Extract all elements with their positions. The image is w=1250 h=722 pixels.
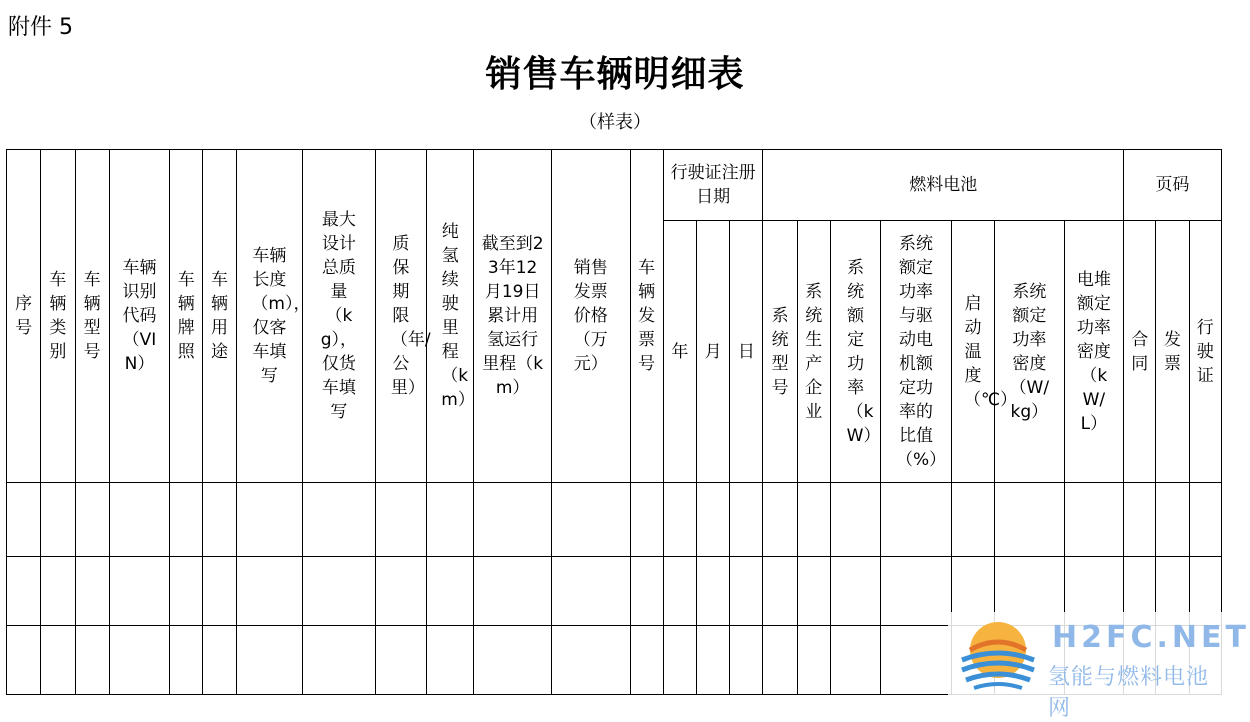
watermark-name: 氢能与燃料电池网 [1048, 665, 1210, 721]
wave-sun-icon [952, 616, 1044, 694]
header-cell-max-mass: 最大设计总质量（kg），仅货车填写 [303, 150, 376, 483]
header-cell-vehicle-model: 车辆型号 [75, 150, 109, 483]
header-cell-length: 车辆长度（m），仅客车填写 [236, 150, 302, 483]
header-cell-power-density-kg: 系统额定功率密度（W/kg） [995, 221, 1065, 483]
page-subtitle: （样表） [579, 112, 651, 133]
table-row [7, 483, 1222, 557]
watermark-logo [948, 612, 1250, 721]
header-cell-plate: 车辆牌照 [170, 150, 203, 483]
header-cell-invoice: 发票 [1156, 221, 1189, 483]
header-group-fuel-cell: 燃料电池 [763, 150, 1124, 221]
header-cell-stack-density: 电堆额定功率密度（kW/L） [1064, 221, 1124, 483]
header-cell-invoice-no: 车辆发票号 [630, 150, 663, 483]
header-cell-h2-mileage: 截至到23年12月19日累计用氢运行里程（km） [474, 150, 552, 483]
watermark-site: H2FC.NET [1052, 620, 1250, 655]
page-title: 销售车辆明细表 [485, 54, 745, 95]
header-cell-seq: 序号 [7, 150, 41, 483]
header-cell-contract: 合同 [1124, 221, 1156, 483]
header-cell-sys-model: 系统型号 [763, 221, 797, 483]
header-row-1 [7, 150, 1222, 221]
header-group-page: 页码 [1124, 150, 1222, 221]
attachment-label: 附件 5 [8, 15, 73, 40]
header-cell-warranty: 质保期限（年/公里） [375, 150, 426, 483]
header-cell-vin: 车辆识别代码（VIN） [109, 150, 169, 483]
header-cell-license: 行驶证 [1189, 221, 1221, 483]
header-cell-month: 月 [696, 221, 729, 483]
header-cell-start-temp: 启动温度（℃） [951, 221, 994, 483]
header-cell-sys-maker: 系统生产企业 [797, 221, 830, 483]
header-cell-power-ratio: 系统额定功率与驱动电机额定功率的比值（%） [881, 221, 952, 483]
header-cell-rated-power: 系统额定功率（kW） [830, 221, 880, 483]
header-cell-day: 日 [730, 221, 763, 483]
header-cell-year: 年 [663, 221, 696, 483]
header-cell-vehicle-type: 车辆类别 [41, 150, 75, 483]
header-cell-h2-range: 纯氢续驶里程（km） [427, 150, 474, 483]
header-cell-usage: 车辆用途 [203, 150, 236, 483]
header-group-license-date: 行驶证注册日期 [663, 150, 763, 221]
header-cell-invoice-price: 销售发票价格（万元） [551, 150, 630, 483]
